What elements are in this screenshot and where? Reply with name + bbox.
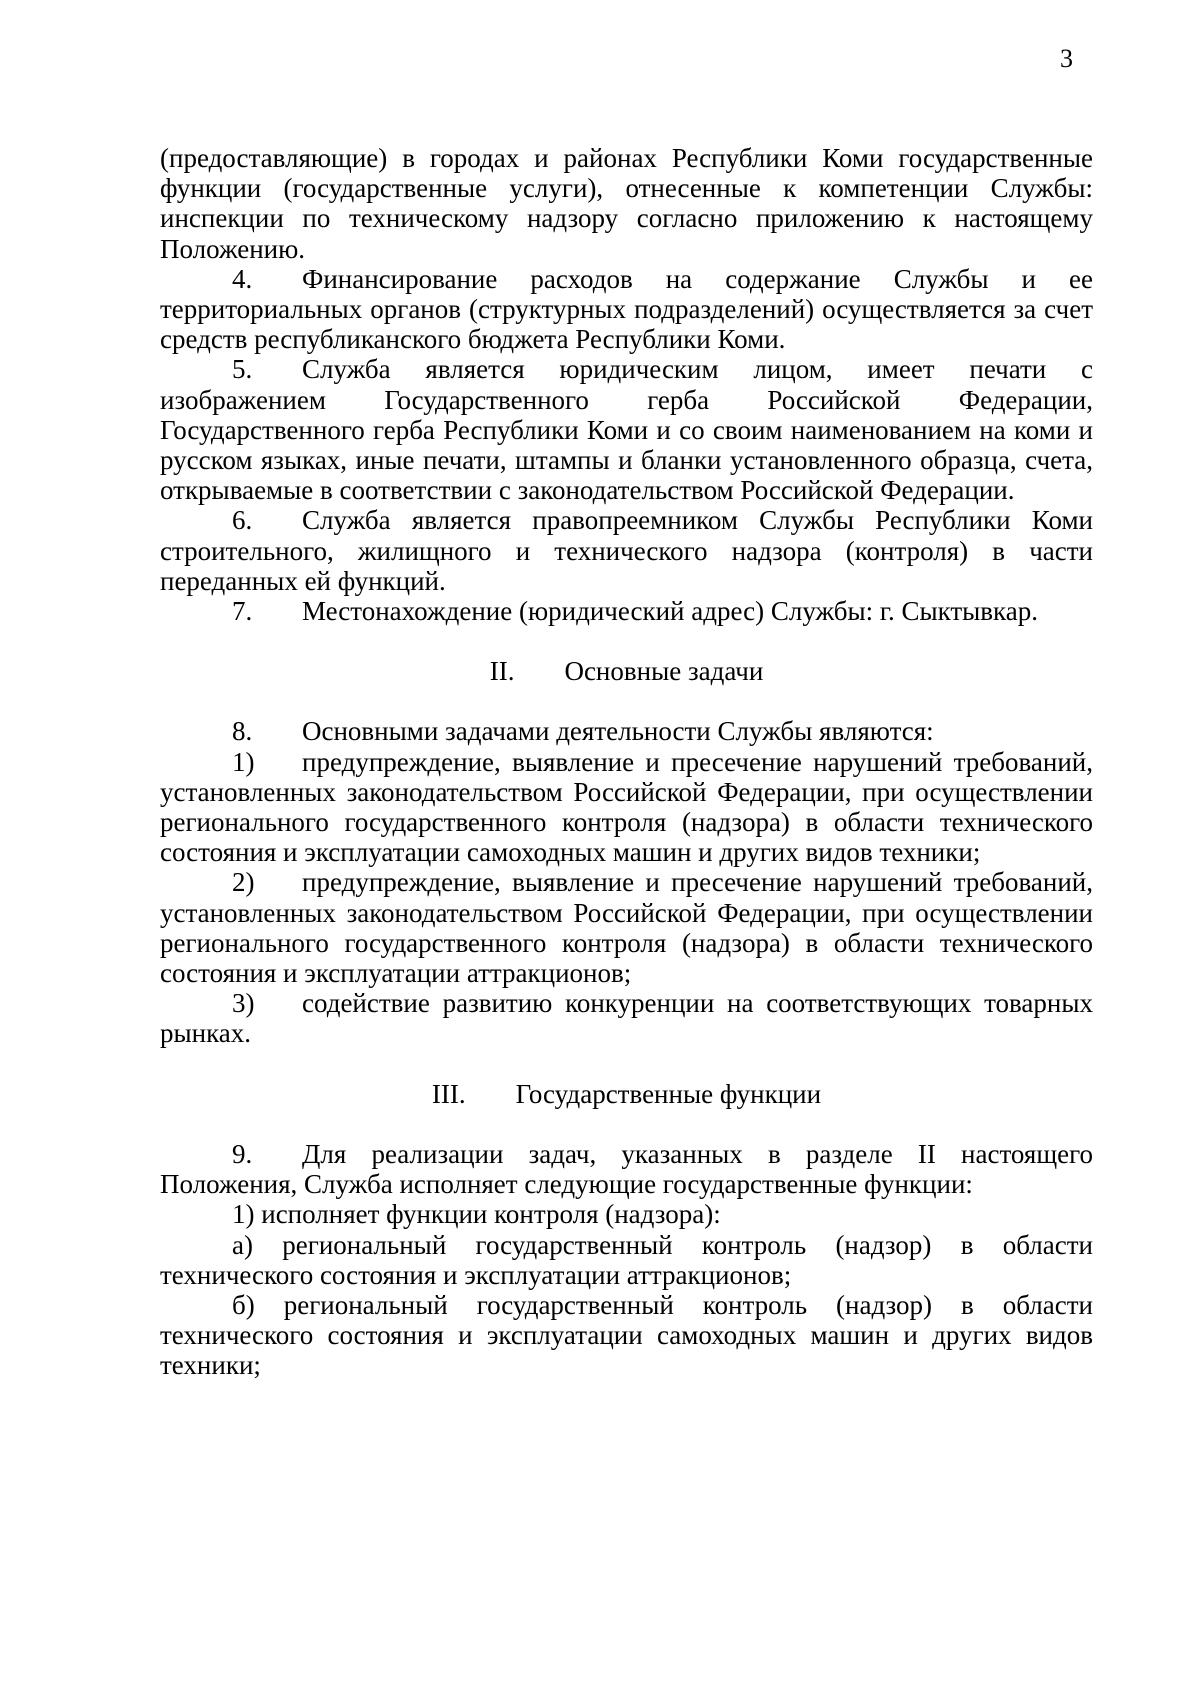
section-heading-3 (160, 1079, 1093, 1109)
section-title: Основные задачи (564, 656, 764, 687)
item-9 (160, 1139, 1093, 1199)
item-number: 8. (232, 716, 253, 747)
item-5 (160, 354, 1093, 505)
document-body (160, 143, 1093, 1381)
item-7 (160, 596, 1093, 626)
item-number: 4. (232, 263, 253, 294)
item-text: Местонахождение (юридический адрес) Службы: г. Сыктывкар. (302, 596, 1038, 627)
item-8 (160, 716, 1093, 746)
item-number: 1) (232, 746, 255, 777)
function-1a: а) региональный государственный контроль (надзор) в области технического состояния и эксплуатации аттракционов; (160, 1229, 1093, 1290)
section-title: Государственные функции (515, 1078, 822, 1109)
item-number: 6. (232, 505, 253, 536)
section-heading-2 (160, 656, 1093, 686)
item-text: предупреждение, выявление и пресечение нарушений требований, установленных законодательством Российской Федерации, при осуществлении регионального государственного контроля (надзора) в области технического состояния и эксплуатации самоходных машин и других видов техники; (160, 746, 1093, 868)
item-number: 9. (232, 1138, 253, 1169)
task-3 (160, 988, 1093, 1048)
section-roman-numeral: III. (431, 1078, 466, 1109)
item-number: 2) (232, 867, 255, 898)
item-text: Служба является юридическим лицом, имеет печати с изображением Государственного герба Российской Федерации, Государственного герба Республики Коми и со своим наименованием на коми и русском языках, иные печати, штампы и бланки установленного образца, счета, открываемые в соответствии с законодательством Российской Федерации. (160, 354, 1093, 506)
item-6 (160, 505, 1093, 596)
intro-paragraph: (предоставляющие) в городах и районах Республики Коми государственные функции (государственные услуги), отнесенные к компетенции Службы: инспекции по техническому надзору согласно приложению к настоящему Положению. (160, 143, 1093, 264)
function-1: 1) исполняет функции контроля (надзора): (232, 1199, 721, 1230)
item-text: содействие развитию конкуренции на соответствующих товарных рынках. (160, 988, 1093, 1049)
item-number: 5. (232, 354, 253, 385)
item-text: Основными задачами деятельности Службы являются: (302, 716, 934, 747)
item-number: 3) (232, 988, 255, 1019)
function-1b: б) региональный государственный контроль (надзор) в области технического состояния и эксплуатации самоходных машин и других видов техники; (160, 1289, 1093, 1381)
item-text: Финансирование расходов на содержание Службы и ее территориальных органов (структурных подразделений) осуществляется за счет средств республиканского бюджета Республики Коми. (160, 263, 1093, 355)
section-roman-numeral: II. (489, 656, 515, 687)
page-number: 3 (1060, 44, 1073, 73)
task-1 (160, 747, 1093, 868)
task-2 (160, 867, 1093, 988)
item-4 (160, 264, 1093, 355)
item-number: 7. (232, 596, 253, 627)
item-text: предупреждение, выявление и пресечение нарушений требований, установленных законодательством Российской Федерации, при осуществлении регионального государственного контроля (надзора) в области технического состояния и эксплуатации аттракционов; (160, 867, 1093, 989)
item-text: Служба является правопреемником Службы Республики Коми строительного, жилищного и технического надзора (контроля) в части переданных ей функций. (160, 505, 1093, 596)
item-text: Для реализации задач, указанных в разделе II настоящего Положения, Служба исполняет следующие государственные функции: (160, 1138, 1093, 1200)
